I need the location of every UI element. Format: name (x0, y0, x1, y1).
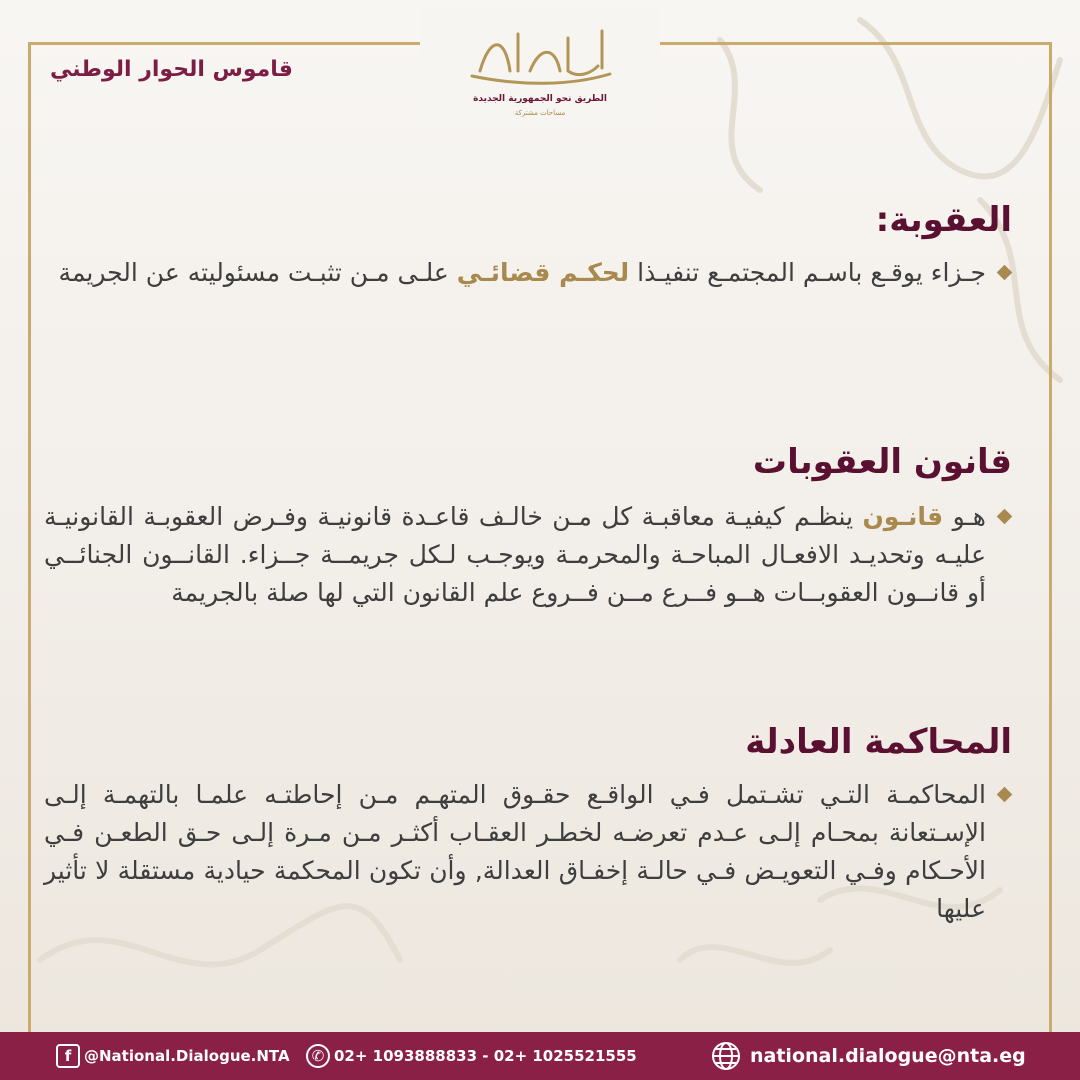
section-punishment (44, 200, 1012, 292)
section-title: قانون العقوبات (752, 442, 1012, 482)
globe-icon (710, 1040, 742, 1072)
logo-subtagline: مساحات مشتركة (514, 109, 566, 117)
diamond-bullet-icon (997, 509, 1013, 525)
paragraph-text: جـزاء يوقـع باسـم المجتمـع تنفيـذا (629, 258, 986, 287)
section-title: المحاكمة العادلة (745, 722, 1012, 762)
footer-bar (0, 1032, 1080, 1080)
logo-tagline: الطريق نحو الجمهورية الجديدة (473, 94, 607, 104)
diamond-bullet-icon (997, 787, 1013, 803)
highlight-text: لحكـم قضائـي (456, 258, 630, 287)
section-penal-code (44, 442, 1012, 612)
section-paragraph (44, 776, 1012, 928)
whatsapp-contact[interactable] (306, 1032, 637, 1080)
email-address: national.dialogue@nta.eg (750, 1045, 1026, 1067)
paragraph-text: ينظـم كيفيـة معاقبـة كل مـن خالـف قاعـدة قانونيـة وفـرض العقوبـة القانونيـة عليـه وتحديـد الافعـال المباحـة والمحرمـة ويوجـب لـكل جريمــة جــزاء. القانــون الجنائــي أو قانــون العقوبــات هــو فــرع مــن فــروع علم القانون التي لها صلة بالجريمة (44, 502, 986, 607)
paragraph-text: هـو (943, 502, 986, 531)
logo (420, 8, 660, 126)
whatsapp-icon: ✆ (306, 1044, 330, 1068)
paragraph-text: علـى مـن تثبـت مسئوليته عن الجريمة (58, 258, 457, 287)
paragraph-text: المحاكمـة التـي تشـتمل فـي الواقـع حقـوق المتهـم مـن إحاطتـه علمـا بالتهمـة إلـى الإسـتعانة بمحـام إلـى عـدم تعرضـه لخطـر العقـاب أكثـر مـن مـرة إلـى حـق الطعـن فـي الأحـكام وفـي التعويـض فـي حالـة إخفـاق العدالة, وأن تكون المحكمة حيادية مستقلة لا تأثير عليها (44, 780, 986, 923)
facebook-contact[interactable] (56, 1032, 290, 1080)
highlight-text: قانـون (862, 502, 944, 531)
section-paragraph (44, 254, 1012, 292)
phone-numbers: 02+ 1093888833 - 02+ 1025521555 (334, 1047, 637, 1065)
email-contact[interactable] (710, 1032, 1026, 1080)
facebook-icon: f (56, 1044, 80, 1068)
section-title: العقوبة: (875, 200, 1012, 240)
section-fair-trial (44, 722, 1012, 928)
diamond-bullet-icon (997, 265, 1013, 281)
logo-calligraphy-icon (460, 16, 620, 88)
section-paragraph (44, 498, 1012, 612)
page-title: قاموس الحوار الوطني (50, 57, 293, 82)
facebook-handle: @National.Dialogue.NTA (84, 1047, 290, 1065)
